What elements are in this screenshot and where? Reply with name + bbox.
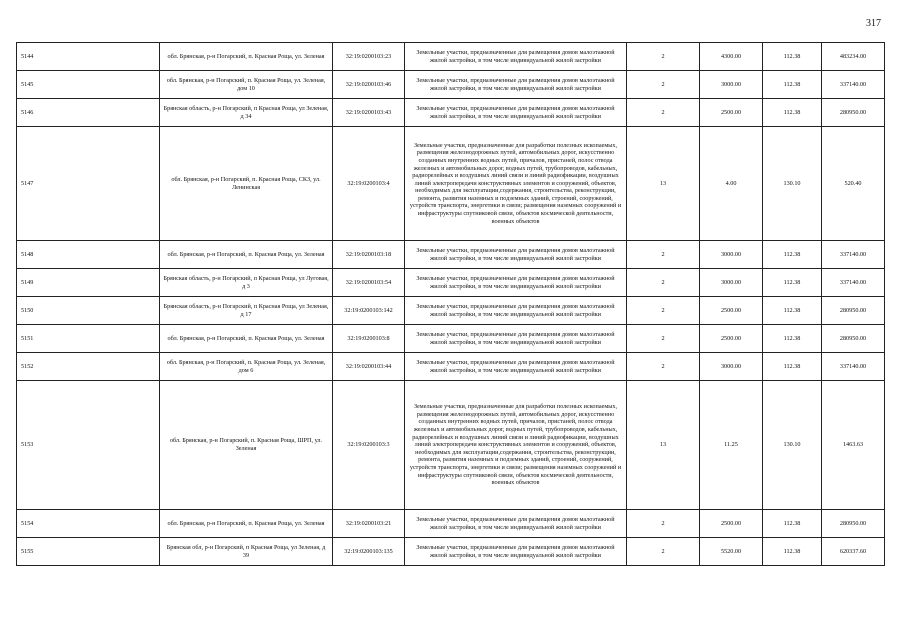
cadastral-number-cell: 32:19:0200103:18 [333, 241, 405, 269]
address-cell: обл. Брянская, р-н Погарский, п. Красная Роща, ул. Зеленая [160, 43, 333, 71]
group-number-cell: 2 [627, 99, 700, 127]
table-row [17, 99, 885, 127]
row-number-cell: 5149 [17, 269, 160, 297]
address-cell: обл. Брянская, р-н Погарский, п. Красная Роща, ул. Зеленая, дом 6 [160, 353, 333, 381]
registry-body [17, 43, 885, 566]
group-number-cell: 13 [627, 381, 700, 510]
area-cell: 2500.00 [700, 99, 763, 127]
cadastral-number-cell: 32:19:0200103:3 [333, 381, 405, 510]
land-use-cell: Земельные участки, предназначенные для размещения домов малоэтажной жилой застройки, в том числе индивидуальной жилой застройки [405, 241, 627, 269]
group-number-cell: 2 [627, 43, 700, 71]
row-number-cell: 5146 [17, 99, 160, 127]
cadastral-value-cell: 337140.00 [822, 353, 885, 381]
row-number-cell: 5154 [17, 510, 160, 538]
rate-cell: 112.38 [763, 71, 822, 99]
table-row [17, 325, 885, 353]
address-cell: Брянская обл, р-н Погарский, п Красная Роща, ул Зеленая, д 39 [160, 538, 333, 566]
cadastral-value-cell: 337140.00 [822, 241, 885, 269]
area-cell: 3000.00 [700, 71, 763, 99]
table-row [17, 241, 885, 269]
cadastral-number-cell: 32:19:0200103:43 [333, 99, 405, 127]
table-row [17, 510, 885, 538]
group-number-cell: 2 [627, 353, 700, 381]
address-cell: обл. Брянская, р-н Погарский, п. Красная Роща, ул. Зеленая [160, 325, 333, 353]
table-row [17, 538, 885, 566]
land-use-cell: Земельные участки, предназначенные для размещения домов малоэтажной жилой застройки, в том числе индивидуальной жилой застройки [405, 325, 627, 353]
cadastral-value-cell: 280950.00 [822, 325, 885, 353]
rate-cell: 130.10 [763, 127, 822, 241]
cadastral-number-cell: 32:19:0200103:135 [333, 538, 405, 566]
row-number-cell: 5145 [17, 71, 160, 99]
group-number-cell: 2 [627, 325, 700, 353]
row-number-cell: 5150 [17, 297, 160, 325]
row-number-cell: 5151 [17, 325, 160, 353]
rate-cell: 112.38 [763, 510, 822, 538]
table-row [17, 297, 885, 325]
land-use-cell: Земельные участки, предназначенные для размещения домов малоэтажной жилой застройки, в том числе индивидуальной жилой застройки [405, 71, 627, 99]
registry-table [16, 42, 885, 566]
area-cell: 5520.00 [700, 538, 763, 566]
row-number-cell: 5147 [17, 127, 160, 241]
rate-cell: 112.38 [763, 353, 822, 381]
cadastral-value-cell: 620337.60 [822, 538, 885, 566]
cadastral-number-cell: 32:19:0200103:4 [333, 127, 405, 241]
land-use-cell: Земельные участки, предназначенные для разработки полезных ископаемых, размещения железнодорожных путей, автомобильных дорог, искусственно созданных внутренних водных путей, причалов, пристаней, полос отвода железных и автомобильных дорог, водных путей, трубопроводов, кабельных, радиорелейных и воздушных линий связи и линий радиофикации, воздушных линий электропередачи конструктивных элементов и сооружений, объектов, необходимых для эксплуатации,содержания, строительства, реконструкции, ремонта, развития наземных и подземных зданий, строений, сооружений, устройств транспорта, энергетики и связи; размещения наземных сооружений и инфраструктуры спутниковой связи, объектов космической деятельности, военных объектов [405, 127, 627, 241]
area-cell: 3000.00 [700, 353, 763, 381]
rate-cell: 112.38 [763, 269, 822, 297]
row-number-cell: 5144 [17, 43, 160, 71]
cadastral-number-cell: 32:19:0200103:54 [333, 269, 405, 297]
land-use-cell: Земельные участки, предназначенные для размещения домов малоэтажной жилой застройки, в том числе индивидуальной жилой застройки [405, 510, 627, 538]
rate-cell: 112.38 [763, 325, 822, 353]
cadastral-value-cell: 337140.00 [822, 269, 885, 297]
cadastral-number-cell: 32:19:0200103:46 [333, 71, 405, 99]
cadastral-value-cell: 280950.00 [822, 297, 885, 325]
address-cell: обл. Брянская, р-н Погарский, п. Красная Роща, ул. Зеленая, дом 10 [160, 71, 333, 99]
land-use-cell: Земельные участки, предназначенные для размещения домов малоэтажной жилой застройки, в том числе индивидуальной жилой застройки [405, 353, 627, 381]
land-use-cell: Земельные участки, предназначенные для размещения домов малоэтажной жилой застройки, в том числе индивидуальной жилой застройки [405, 43, 627, 71]
group-number-cell: 2 [627, 510, 700, 538]
cadastral-value-cell: 280950.00 [822, 99, 885, 127]
area-cell: 4.00 [700, 127, 763, 241]
row-number-cell: 5152 [17, 353, 160, 381]
group-number-cell: 2 [627, 241, 700, 269]
table-row [17, 127, 885, 241]
rate-cell: 112.38 [763, 297, 822, 325]
group-number-cell: 2 [627, 71, 700, 99]
group-number-cell: 2 [627, 269, 700, 297]
rate-cell: 112.38 [763, 99, 822, 127]
cadastral-value-cell: 483234.00 [822, 43, 885, 71]
land-use-cell: Земельные участки, предназначенные для размещения домов малоэтажной жилой застройки, в том числе индивидуальной жилой застройки [405, 269, 627, 297]
address-cell: обл. Брянская, р-н Погарский, п. Красная Роща, СКЗ, ул. Ленинская [160, 127, 333, 241]
area-cell: 4300.00 [700, 43, 763, 71]
rate-cell: 112.38 [763, 43, 822, 71]
address-cell: обл. Брянская, р-н Погарский, п. Красная Роща, ул. Зеленая [160, 241, 333, 269]
area-cell: 3000.00 [700, 269, 763, 297]
table-row [17, 381, 885, 510]
area-cell: 3000.00 [700, 241, 763, 269]
cadastral-value-cell: 280950.00 [822, 510, 885, 538]
address-cell: Брянская область, р-н Погарский, п Красная Роща, ул Зеленая, д 34 [160, 99, 333, 127]
cadastral-number-cell: 32:19:0200103:44 [333, 353, 405, 381]
address-cell: обл. Брянская, р-н Погарский, п. Красная Роща, ул. Зеленая [160, 510, 333, 538]
group-number-cell: 2 [627, 297, 700, 325]
cadastral-number-cell: 32:19:0200103:142 [333, 297, 405, 325]
table-row [17, 43, 885, 71]
table-row [17, 269, 885, 297]
cadastral-number-cell: 32:19:0200103:8 [333, 325, 405, 353]
land-use-cell: Земельные участки, предназначенные для разработки полезных ископаемых, размещения железнодорожных путей, автомобильных дорог, искусственно созданных внутренних водных путей, причалов, пристаней, полос отвода железных и автомобильных дорог, водных путей, трубопроводов, кабельных, радиорелейных и воздушных линий связи и линий радиофикации, воздушных линий электропередачи конструктивных элементов и сооружений, объектов, необходимых для эксплуатации,содержания, строительства, реконструкции, ремонта, развития наземных и подземных зданий, строений, сооружений, устройств транспорта, энергетики и связи; размещения наземных сооружений и инфраструктуры спутниковой связи, объектов космической деятельности, военных объектов [405, 381, 627, 510]
land-use-cell: Земельные участки, предназначенные для размещения домов малоэтажной жилой застройки, в том числе индивидуальной жилой застройки [405, 99, 627, 127]
row-number-cell: 5148 [17, 241, 160, 269]
area-cell: 11.25 [700, 381, 763, 510]
group-number-cell: 2 [627, 538, 700, 566]
address-cell: Брянская область, р-н Погарский, п Красная Роща, ул Луговая, д 3 [160, 269, 333, 297]
area-cell: 2500.00 [700, 510, 763, 538]
row-number-cell: 5153 [17, 381, 160, 510]
cadastral-number-cell: 32:19:0200103:23 [333, 43, 405, 71]
rate-cell: 112.38 [763, 538, 822, 566]
group-number-cell: 13 [627, 127, 700, 241]
table-row [17, 71, 885, 99]
rate-cell: 130.10 [763, 381, 822, 510]
area-cell: 2500.00 [700, 297, 763, 325]
cadastral-value-cell: 1463.63 [822, 381, 885, 510]
land-use-cell: Земельные участки, предназначенные для размещения домов малоэтажной жилой застройки, в том числе индивидуальной жилой застройки [405, 538, 627, 566]
table-row [17, 353, 885, 381]
land-use-cell: Земельные участки, предназначенные для размещения домов малоэтажной жилой застройки, в том числе индивидуальной жилой застройки [405, 297, 627, 325]
cadastral-number-cell: 32:19:0200103:21 [333, 510, 405, 538]
rate-cell: 112.38 [763, 241, 822, 269]
page-number: 317 [866, 18, 881, 29]
cadastral-value-cell: 337140.00 [822, 71, 885, 99]
address-cell: обл. Брянская, р-н Погарский, п. Красная Роща, ШРП, ул. Зеленая [160, 381, 333, 510]
address-cell: Брянская область, р-н Погарский, п Красная Роща, ул Зеленая, д 17 [160, 297, 333, 325]
row-number-cell: 5155 [17, 538, 160, 566]
area-cell: 2500.00 [700, 325, 763, 353]
cadastral-value-cell: 520.40 [822, 127, 885, 241]
